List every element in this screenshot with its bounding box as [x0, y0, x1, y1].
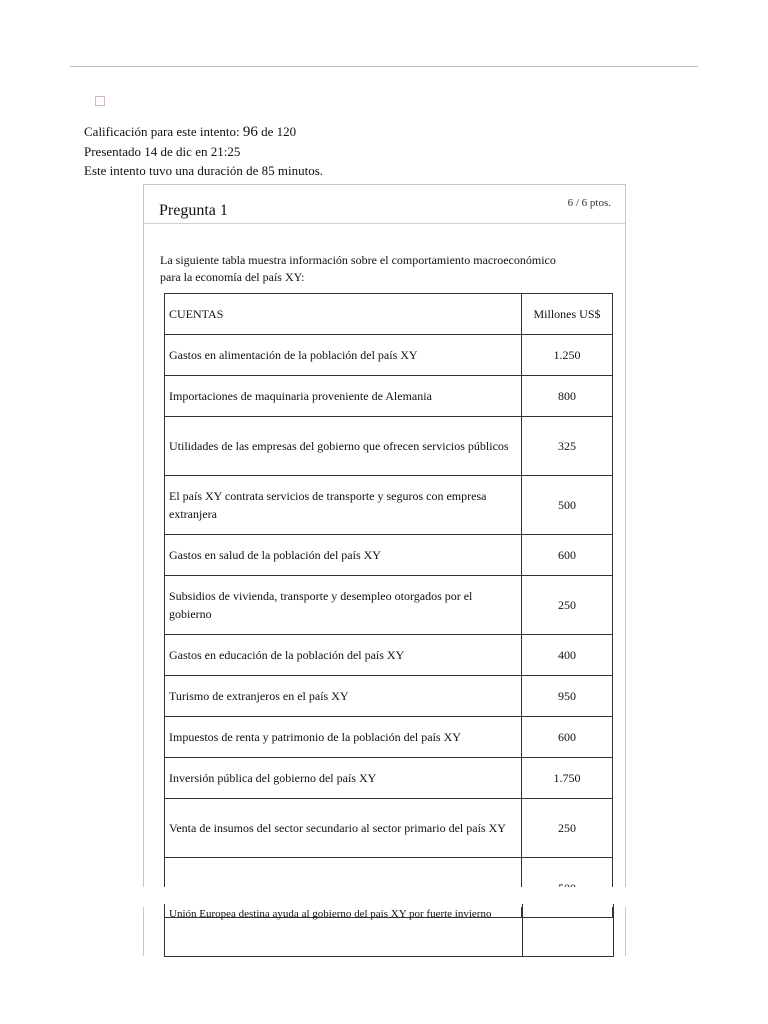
- table-row: [165, 335, 613, 376]
- score-suffix: de 120: [261, 124, 297, 139]
- value-cell: 1.750: [522, 758, 613, 799]
- table-row: [165, 417, 613, 476]
- attempt-summary: [84, 122, 323, 180]
- value-cell: 400: [522, 635, 613, 676]
- score-prefix: Calificación para este intento:: [84, 124, 240, 139]
- table-row: [165, 376, 613, 417]
- question-points: 6 / 6 ptos.: [567, 197, 611, 209]
- table-row: [165, 476, 613, 535]
- header-millones: Millones US$: [522, 294, 613, 335]
- account-cell: Inversión pública del gobierno del país XY: [165, 758, 522, 799]
- continued-account-text: Unión Europea destina ayuda al gobierno del país XY por fuerte invierno: [169, 908, 492, 920]
- table-row: [165, 535, 613, 576]
- submitted-date: Presentado 14 de dic en 21:25: [84, 144, 241, 159]
- value-cell: 325: [522, 417, 613, 476]
- question-header: [144, 185, 625, 224]
- column-divider: [522, 904, 523, 956]
- score-value: 96: [242, 124, 258, 140]
- account-cell: Utilidades de las empresas del gobierno que ofrecen servicios públicos: [165, 417, 522, 476]
- question-card: [143, 184, 626, 956]
- score-line: [84, 122, 323, 142]
- table-row: [165, 717, 613, 758]
- accounts-table: [164, 293, 613, 918]
- value-cell: 1.250: [522, 335, 613, 376]
- account-cell: Venta de insumos del sector secundario al sector primario del país XY: [165, 799, 522, 858]
- account-cell: El país XY contrata servicios de transporte y seguros con empresa extranjera: [165, 476, 522, 535]
- header-cuentas: CUENTAS: [165, 294, 522, 335]
- value-cell: 250: [522, 799, 613, 858]
- table-row: [165, 799, 613, 858]
- account-cell: Turismo de extranjeros en el país XY: [165, 676, 522, 717]
- account-cell: Gastos en educación de la población del país XY: [165, 635, 522, 676]
- value-cell: 800: [522, 376, 613, 417]
- flag-checkbox-icon[interactable]: [95, 96, 105, 106]
- table-header-row: [165, 294, 613, 335]
- table-row: [165, 676, 613, 717]
- attempt-duration: Este intento tuvo una duración de 85 minutos.: [84, 163, 324, 178]
- table-row: [165, 576, 613, 635]
- account-cell: Impuestos de renta y patrimonio de la población del país XY: [165, 717, 522, 758]
- question-title: Pregunta 1: [159, 202, 228, 219]
- table-row: [165, 758, 613, 799]
- question-intro: La siguiente tabla muestra información sobre el comportamiento macroeconómico para la economía del país XY:: [160, 253, 556, 284]
- value-cell: 950: [522, 676, 613, 717]
- account-cell: Importaciones de maquinaria proveniente de Alemania: [165, 376, 522, 417]
- value-cell: 500: [522, 476, 613, 535]
- account-cell: Gastos en alimentación de la población del país XY: [165, 335, 522, 376]
- table-row: [165, 635, 613, 676]
- value-cell: 600: [522, 717, 613, 758]
- table-continuation: [164, 904, 614, 957]
- value-cell: 600: [522, 535, 613, 576]
- top-divider: [70, 66, 698, 67]
- account-cell: Subsidios de vivienda, transporte y desempleo otorgados por el gobierno: [165, 576, 522, 635]
- value-cell: 250: [522, 576, 613, 635]
- account-cell: Gastos en salud de la población del país XY: [165, 535, 522, 576]
